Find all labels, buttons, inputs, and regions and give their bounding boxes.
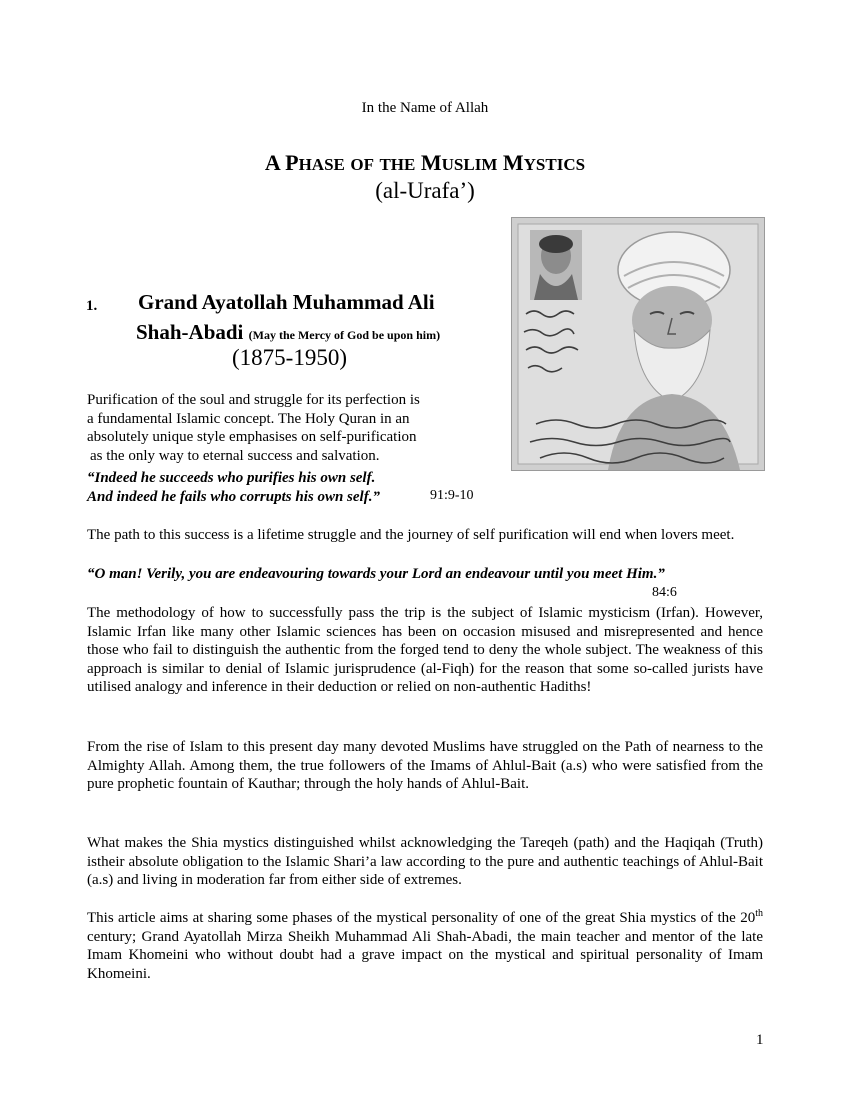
title-word-5: MUSLIM [420,150,498,175]
page-subtitle: (al-Urafa’) [375,178,475,203]
section-heading-line2 [136,320,440,345]
honorific-note: (May the Mercy of God be upon him) [248,328,441,342]
intro-line: Purification of the soul and struggle for its perfection is [87,392,420,408]
quote-1-reference: 91:9-10 [430,488,474,503]
paragraph-1: The path to this success is a lifetime struggle and the journey of self purification will end when lovers meet. [87,527,735,543]
section-heading-surname: Shah-Abadi [136,320,244,344]
superscript-th: th [755,908,763,919]
title-word-4: THE [379,155,416,174]
paragraph-4: What makes the Shia mystics distinguished whilst acknowledging the Tareqeh (path) and the Haqiqah (Truth) istheir absolute obligation to the Islamic Shari’a law according to the pure and authentic teachings of Ahlul-Bait (a.s) and living in moderation far from either side of extremes. [87,835,763,888]
section-number: 1. [86,298,98,314]
quote-line: And indeed he fails who corrupts his own self.” [87,489,380,505]
intro-line: a fundamental Islamic concept. The Holy Quran in an [87,410,410,427]
title-word-3: OF [350,155,374,174]
quote-2-reference: 84:6 [652,585,677,600]
title-word-1: A [264,150,280,175]
section-heading-line1: Grand Ayatollah Muhammad Ali [138,290,435,314]
quote-line: “Indeed he succeeds who purifies his own self. [87,470,376,486]
title-word-6: MYSTICS [502,150,586,175]
portrait-photo [511,217,765,471]
paragraph-2: The methodology of how to successfully pass the trip is the subject of Islamic mysticism (Irfan). However, Islamic Irfan like many other Islamic sciences has been on occasion misused and misrepresented and hence those who fail to distinguish the authentic from the forged tend to deny the whole subject. The weakness of this approach is similar to denial of Islamic jurisprudence (al-Fiqh) for the reason that some so-called jurists have utilised analogy and inference in their deduction or relied on non-authentic Hadiths! [87,605,763,695]
paragraph-5: This article aims at sharing some phases of the mystical personality of one of the great Shia mystics of the 20th century; Grand Ayatollah Mirza Sheikh Muhammad Ali Shah-Abadi, the main teacher and mentor of the late Imam Khomeini who without doubt had a grave impact on the mystical and spiritual personality of Imam Khomeini. [87,908,763,982]
intro-line: absolutely unique style emphasises on self-purification [87,429,417,445]
invocation: In the Name of Allah [361,100,489,116]
page-title [0,150,850,176]
intro-paragraph [87,391,467,465]
page-number: 1 [756,1032,764,1048]
paragraph-3: From the rise of Islam to this present day many devoted Muslims have struggled on the Path of nearness to the Almighty Allah. Among them, the true followers of the Imams of Ahlul-Bait (a.s) who were satisfied from the pure prophetic fountain of Kauthar; through the holy hands of Ahlul-Bait. [87,739,763,792]
portrait-illustration [512,218,764,470]
intro-line: as the only way to eternal success and salvation. [90,447,380,464]
title-word-2: PHASE [285,150,345,175]
quran-quote-2: “O man! Verily, you are endeavouring towards your Lord an endeavour until you meet Him.” [87,566,665,582]
section-years: (1875-1950) [232,345,347,370]
